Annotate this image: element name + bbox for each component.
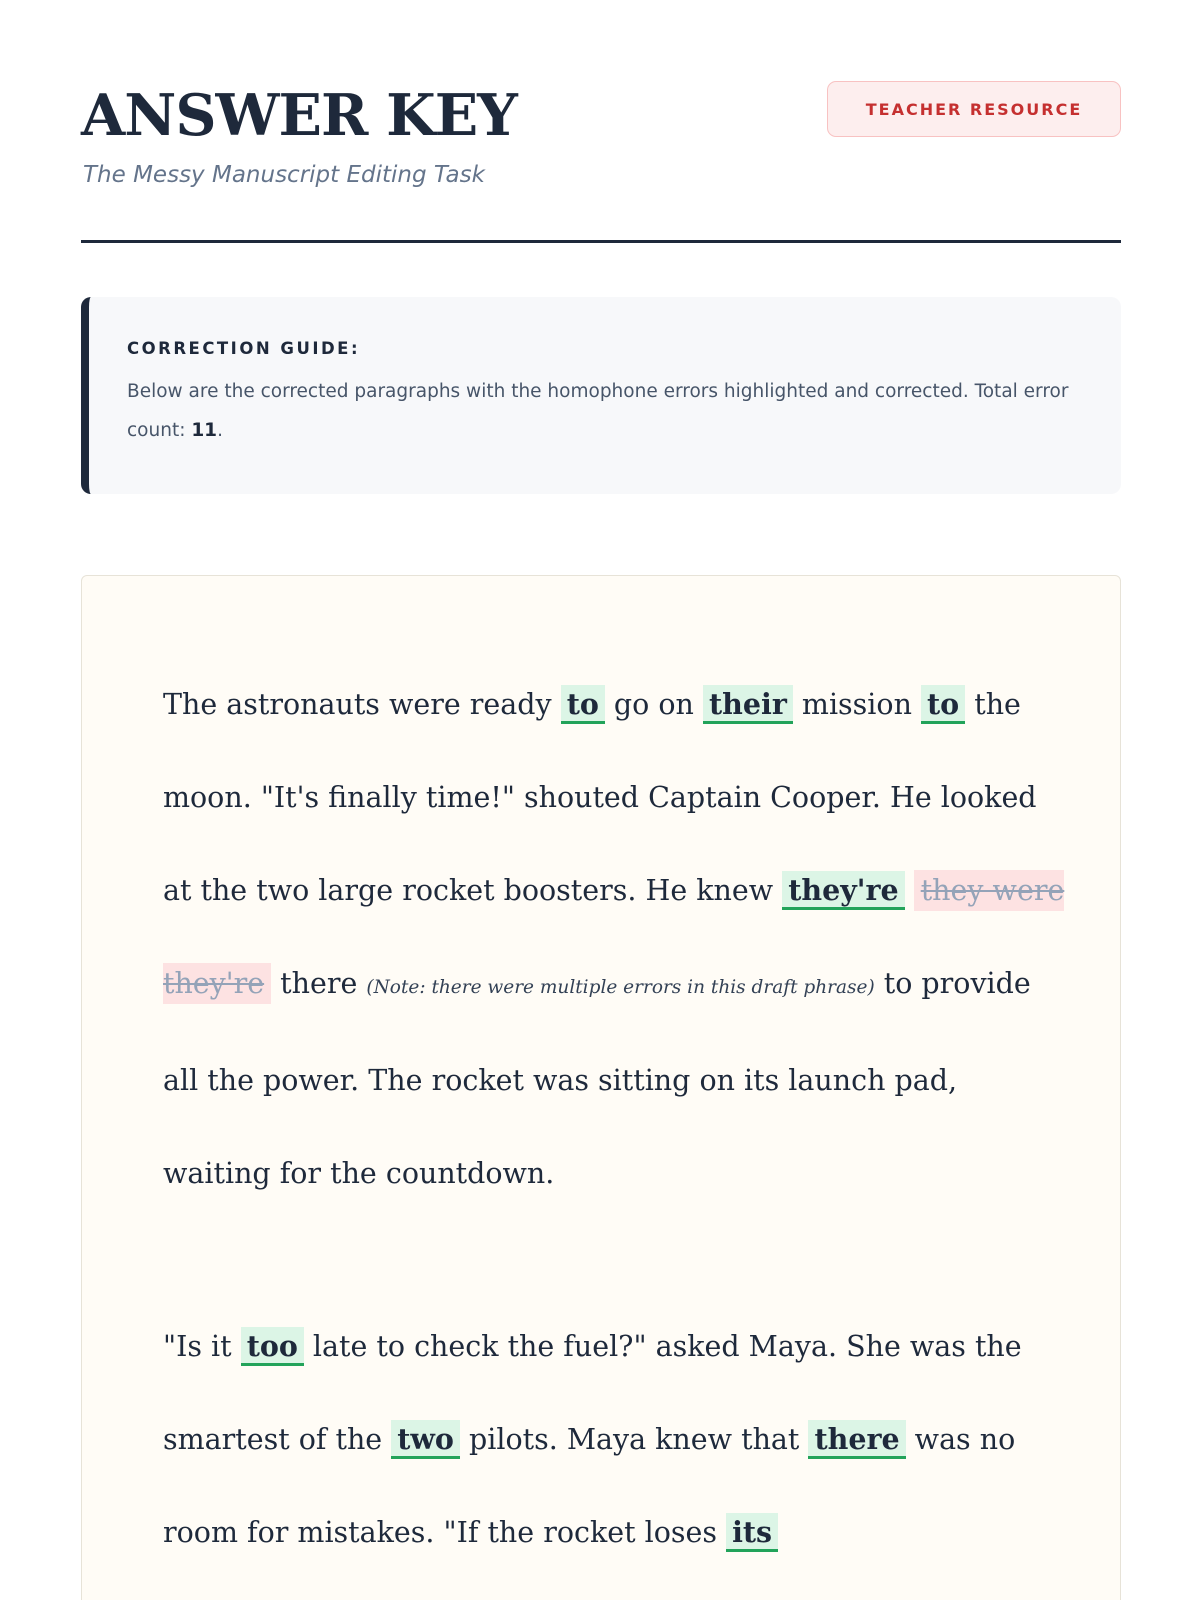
header (81, 80, 1121, 243)
correction-guide (81, 297, 1121, 494)
text-span: mission (792, 688, 921, 721)
correction-guide-text (127, 372, 1081, 450)
page-title: ANSWER KEY (81, 82, 517, 149)
correction: two (391, 1420, 460, 1459)
paragraph-2 (163, 1300, 1070, 1579)
guide-description: Below are the corrected paragraphs with the homophone errors highlighted and corrected. Total error count: (127, 381, 1069, 441)
teacher-resource-badge: TEACHER RESOURCE (827, 81, 1121, 137)
text-span: was no room for mistakes. "If the rocket loses (163, 1423, 1016, 1549)
text-span: the moon. "It's finally time!" shouted Captain Cooper. He looked at the two large rocket boosters. He knew (163, 688, 1037, 907)
editor-note: (Note: there were multiple errors in this draft phrase) (366, 977, 875, 998)
correction: their (703, 685, 793, 724)
text-span: go on (604, 688, 703, 721)
correction: there (808, 1420, 905, 1459)
text-span: "Is it (163, 1330, 241, 1363)
guide-period: . (217, 420, 223, 441)
text-span: late to check the fuel?" asked Maya. She was the smartest of the (163, 1330, 1022, 1456)
correction: to (561, 685, 605, 724)
struck-error: they were they're (163, 870, 1064, 1004)
manuscript-paper (81, 575, 1121, 1600)
correction: its (726, 1513, 778, 1552)
text-span: The astronauts were ready (163, 688, 561, 721)
text-span: to provide all the power. The rocket was sitting on its launch pad, waiting for the countdown. (163, 967, 1031, 1190)
page-subtitle: The Messy Manuscript Editing Task (83, 162, 485, 188)
correction: too (241, 1327, 304, 1366)
correction-guide-heading: CORRECTION GUIDE: (127, 339, 361, 358)
correction: to (921, 685, 965, 724)
text-span: pilots. Maya knew that (459, 1423, 809, 1456)
text-span: there (271, 967, 367, 1000)
error-count: 11 (191, 420, 218, 441)
paragraph-1 (163, 658, 1070, 1220)
correction: they're (782, 871, 904, 910)
